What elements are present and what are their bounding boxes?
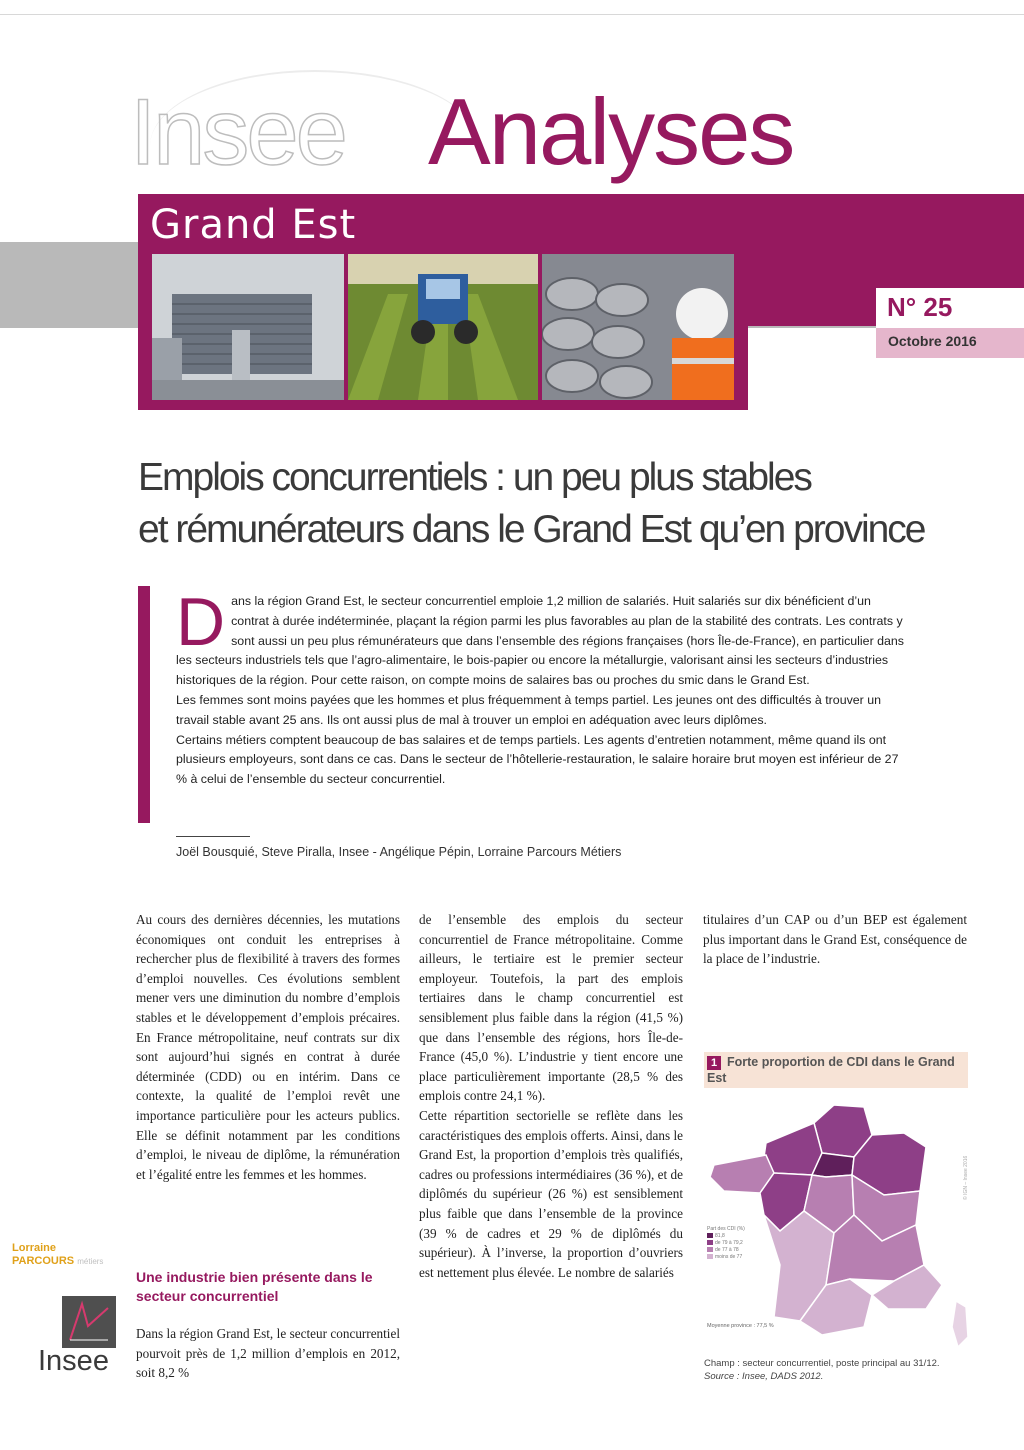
legend-label: de 77 à 78 — [715, 1247, 739, 1253]
vineyard-illustration — [348, 254, 538, 400]
article-headline — [138, 452, 968, 556]
partner-logo-line-1: Lorraine — [12, 1242, 57, 1254]
legend-swatch — [707, 1247, 713, 1252]
photo-vineyard-tractor — [348, 254, 538, 400]
france-regions-map — [704, 1095, 974, 1350]
headline-line-2: et rémunérateurs dans le Grand Est qu’en province — [138, 508, 925, 551]
drop-cap: D — [176, 584, 226, 660]
body-paragraph: Cette répartition sectorielle se reflète dans les caractéristiques des emplois offerts. Ainsi, dans le Grand Est, la proportion d’emplois très qualifiés, cadres ou professions intermédiaires (36 %), et de diplômés du supérieur (26 %) est sensiblement plus faible que dans l’ensemble de la province (39 % de cadres et 29 % de diplômés du supérieur). À l’inverse, la proportion d’ouvriers est nettement plus élevée. Le nombre de salariés — [419, 1107, 683, 1280]
chapo-paragraph-3: Certains métiers comptent beaucoup de bas salaires et de temps partiels. Les agents d’entretien notamment, même quand ils ont plusieurs employeurs, sont dans ce cas. Dans le secteur de l’hôtellerie-restauration, le salaire horaire brut moyen est inférieur de 27 % à celui de l’ensemble du secteur concurrentiel. — [176, 732, 899, 787]
chapo-paragraph-1: ans la région Grand Est, le secteur concurrentiel emploie 1,2 million de salariés. Huit salariés sur dix bénéficient d’un contrat à durée indéterminée, plaçant la région parmi les plus favorables au plan de la stabilité des contrats. Les contrats y sont aussi un peu plus rémunérateurs que dans l’ensemble des régions françaises (hors Île-de-France), en particulier dans les secteurs industriels tels que l’agro-alimentaire, le bois-papier ou encore la métallurgie, valorisant ainsi les secteurs d’industries historiques de la région. Pour cette raison, on compte moins de salaires bas ou proches du smic dans le Grand Est. — [176, 594, 905, 688]
issue-number: N° 25 — [887, 292, 953, 322]
legend-label: 81,8 — [715, 1233, 725, 1239]
france-cdi-map — [704, 1095, 974, 1350]
body-paragraph: de l’ensemble des emplois du secteur concurrentiel de France métropolitaine. Comme ailleurs, le tertiaire est le premier secteur employeur. Toutefois, la part des emplois tertiaires dans le champ concurrentiel est sensiblement plus faible dans la région (41,5 %) que dans l’ensemble des régions, hors Île-de-France (45,0 %). L’industrie y tient encore une place particulièrement importante (28,5 % des emplois contre 24,1 %). — [419, 912, 683, 1104]
headline-line-1: Emplois concurrentiels : un peu plus stables — [138, 456, 811, 499]
masthead-analyses-word: Analyses — [428, 79, 794, 184]
legend-row — [707, 1254, 745, 1261]
map-legend — [707, 1226, 745, 1261]
figure-note — [704, 1357, 974, 1383]
partner-logo-line-2: PARCOURS — [12, 1255, 75, 1267]
legend-label: moins de 77 — [715, 1254, 743, 1260]
partner-logo-suffix: métiers — [77, 1257, 104, 1266]
body-column-1-continued — [136, 1324, 400, 1383]
author-rule — [176, 836, 250, 837]
body-column-2 — [419, 910, 683, 1282]
legend-row — [707, 1240, 745, 1247]
legend-row — [707, 1233, 745, 1240]
figure-title: Forte proportion de CDI dans le Grand Est — [707, 1055, 955, 1085]
steel-illustration — [542, 254, 734, 400]
chapo-paragraph-2: Les femmes sont moins payées que les hommes et plus fréquemment à temps partiel. Les jeunes ont des difficultés à trouver un travail stable avant 25 ans. Ils ont aussi plus de mal à trouver un emploi en adéquation avec leurs diplômes. — [176, 692, 882, 727]
insee-logo-icon — [62, 1296, 116, 1348]
legend-swatch — [707, 1254, 713, 1259]
section-subheading: Une industrie bien présente dans le secteur concurrentiel — [136, 1269, 373, 1304]
insee-logo-mark — [62, 1296, 116, 1348]
legend-label: de 79 à 79,2 — [715, 1240, 743, 1246]
map-region-normandie — [764, 1123, 822, 1175]
body-paragraph: Dans la région Grand Est, le secteur concurrentiel pourvoit près de 1,2 million d’emplois en 2012, soit 8,2 % — [136, 1326, 400, 1381]
region-name: Grand Est — [150, 202, 357, 248]
parliament-illustration — [152, 254, 344, 400]
authors-line: Joël Bousquié, Steve Piralla, Insee - Angélique Pépin, Lorraine Parcours Métiers — [176, 845, 622, 859]
body-column-1 — [136, 910, 400, 1184]
legend-row — [707, 1247, 745, 1254]
top-rule — [0, 14, 1024, 15]
masthead-insee-word: Insee — [130, 79, 345, 184]
body-column-3 — [703, 910, 967, 969]
legend-swatch — [707, 1233, 713, 1238]
body-paragraph: titulaires d’un CAP ou d’un BEP est également plus important dans le Grand Est, conséquence de la place de l’industrie. — [703, 912, 967, 967]
figure-source: Source : Insee, DADS 2012. — [704, 1371, 824, 1382]
chapo-accent-bar — [138, 586, 150, 823]
legend-swatch — [707, 1240, 713, 1245]
figure-champ: Champ : secteur concurrentiel, poste principal au 31/12. — [704, 1358, 940, 1369]
photo-steel-coils-worker — [542, 254, 734, 400]
figure-number: 1 — [707, 1056, 721, 1070]
map-region-corse — [952, 1301, 968, 1347]
photo-parliament-building — [152, 254, 344, 400]
map-credit: © IGN – Insee 2016 — [963, 1155, 969, 1200]
issue-date: Octobre 2016 — [888, 333, 977, 349]
chapo-summary — [176, 584, 908, 790]
legend-title: Part des CDI (%) — [707, 1226, 745, 1232]
insee-logo-word: Insee — [38, 1345, 109, 1377]
map-average: Moyenne province : 77,5 % — [707, 1323, 774, 1329]
partner-logo-lorraine-parcours — [12, 1242, 103, 1268]
body-paragraph: Au cours des dernières décennies, les mutations économiques ont conduit les entreprises à rechercher plus de flexibilité à travers des formes d’emploi nouvelles. Ces évolutions semblent mener vers une diminution du nombre d’emplois stables et le développement d’emplois précaires. En France métropolitaine, neuf contrats sur dix sont aujourd’hui signés en contrat à durée déterminée (CDD) ou en intérim. Dans ce contexte, la qualité de l’emploi revêt une importance particulière pour les acteurs publics. Elle se définit notamment par les conditions d’emploi, le niveau de diplôme, la rémunération et l’égalité entre les femmes et les hommes. — [136, 912, 400, 1182]
